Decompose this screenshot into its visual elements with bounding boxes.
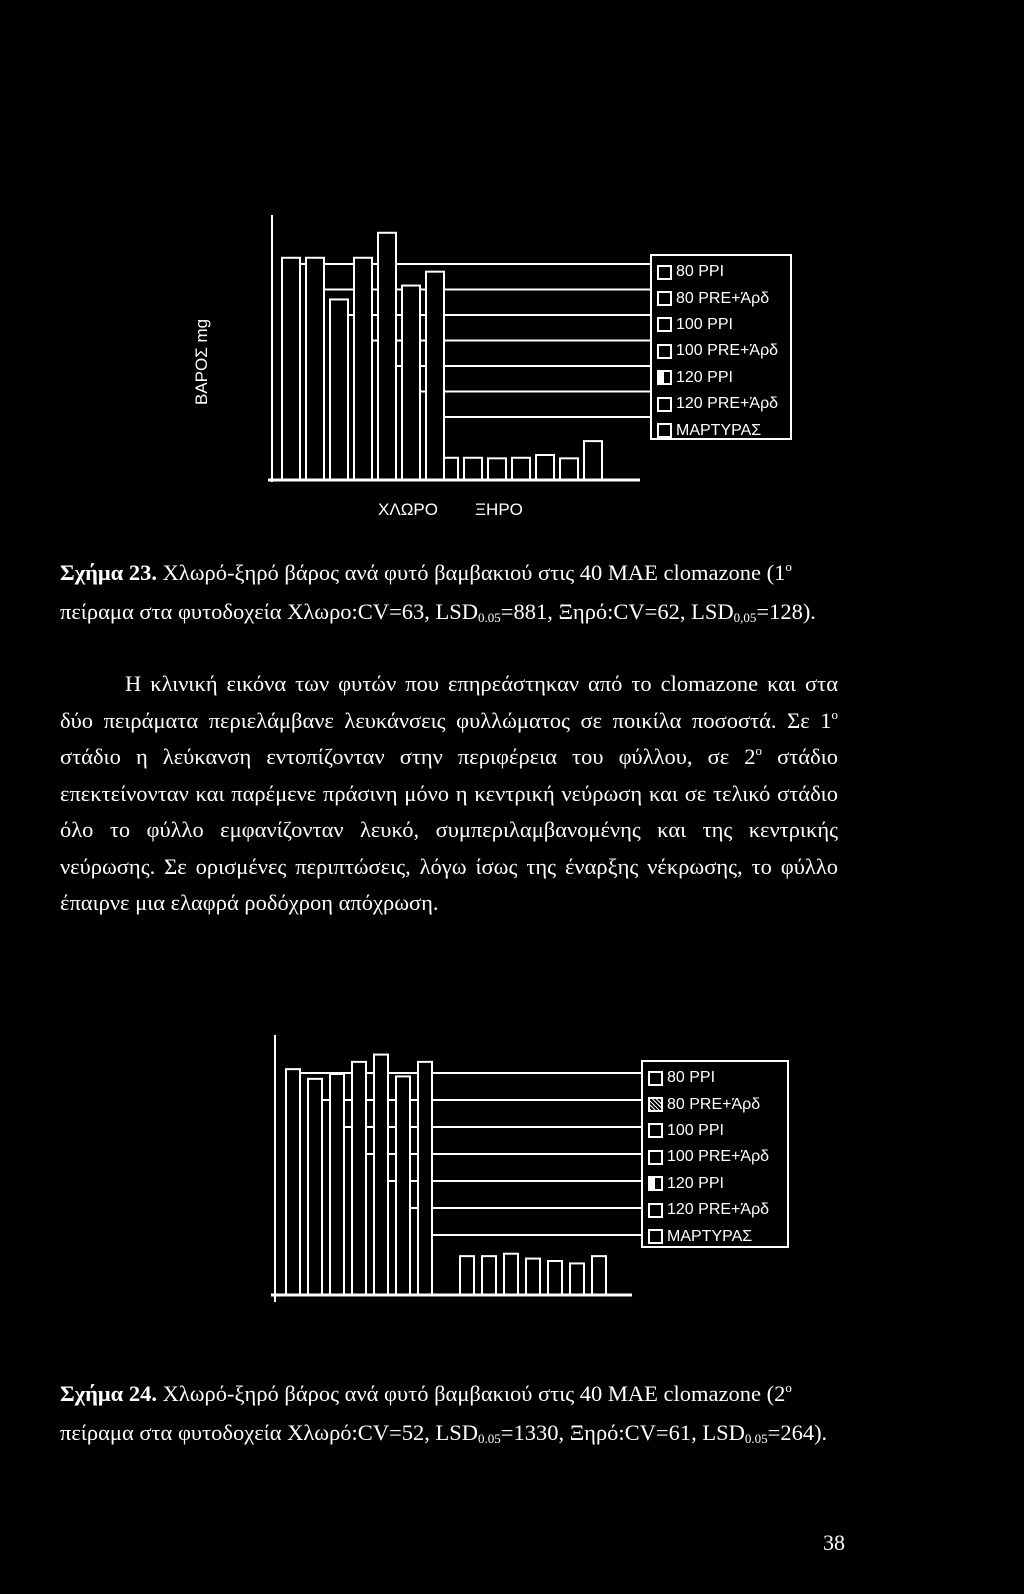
chart-2-legend-swatch-2 — [648, 1097, 663, 1112]
figure-23-label: Σχήμα 23. — [60, 560, 157, 585]
chart-2-bar-1-2 — [308, 1079, 322, 1295]
chart-2-legend-swatch-6 — [648, 1203, 663, 1218]
figure-24-sub-2: 0.05 — [744, 1431, 768, 1446]
chart-2-bar-2-4 — [526, 1259, 540, 1295]
body-paragraph — [60, 666, 838, 922]
chart-2-legend-label-2: 80 PRE+Άρδ — [667, 1095, 761, 1113]
chart-2-bar-1-1 — [286, 1069, 300, 1295]
chart-1-category-1: ΧΛΩΡΟ — [378, 500, 438, 519]
chart-1-legend-label-7: ΜΑΡΤΥΡΑΣ — [676, 421, 762, 439]
figure-24-caption — [60, 1370, 860, 1457]
chart-2-legend-swatch-5 — [648, 1176, 663, 1191]
figure-23-sub-2: 0,05 — [733, 610, 757, 625]
figure-23-sub-1: 0.05 — [478, 610, 501, 625]
chart-2-legend-label-7: ΜΑΡΤΥΡΑΣ — [667, 1227, 753, 1245]
chart-1-legend-label-3: 100 PPI — [676, 315, 733, 333]
chart-1-bar-1-5 — [378, 233, 396, 480]
chart-1-y-label: ΒΑΡΟΣ mg — [192, 318, 211, 405]
chart-2-legend-item-2 — [648, 1091, 781, 1117]
chart-1-bar-1-2 — [306, 258, 324, 480]
chart-2-bar-1-3 — [330, 1074, 344, 1295]
figure-24-sub-1: 0.05 — [478, 1431, 501, 1446]
chart-1-legend-item-7 — [657, 417, 784, 443]
chart-2-legend-item-4 — [648, 1144, 781, 1170]
chart-1-legend — [650, 254, 792, 440]
chart-1-bar-1-1 — [282, 258, 300, 480]
chart-2-legend-label-5: 120 PPI — [667, 1174, 724, 1192]
figure-24-caption-text-2a: πείραμα στα φυτοδοχεία Χλωρό:CV=52, LSD — [60, 1420, 479, 1445]
chart-1-legend-swatch-7 — [657, 423, 672, 438]
figure-24-caption-line-2 — [60, 1415, 860, 1457]
chart-1-bar-2-4 — [512, 458, 530, 480]
figure-24-sup: ο — [785, 1380, 792, 1395]
chart-1-legend-label-1: 80 PPI — [676, 263, 725, 281]
chart-1-svg — [0, 0, 1024, 540]
chart-2-legend-label-1: 80 PPI — [667, 1069, 716, 1087]
chart-2-legend-label-6: 120 PRE+Άρδ — [667, 1201, 770, 1219]
chart-2-bar-2-3 — [504, 1254, 518, 1295]
paragraph-line-6: νεύρωσης. Σε ορισμένες περιπτώσεις, λόγω ίσως της έναρξης νέκρωσης, το φύλλο — [60, 853, 838, 879]
chart-1-bar-2-6 — [560, 458, 578, 480]
chart-1-bar-1-3 — [330, 299, 348, 480]
chart-1-legend-swatch-3 — [657, 317, 672, 332]
chart-2-bar-1-4 — [352, 1062, 366, 1295]
figure-24-caption-text-2b: =1330, Ξηρό:CV=61, LSD — [500, 1420, 745, 1445]
chart-1-legend-label-6: 120 PRE+Άρδ — [676, 395, 779, 413]
figure-23-sup: ο — [785, 559, 792, 574]
chart-1-bar-2-7 — [584, 441, 602, 480]
figure-23-caption — [60, 549, 860, 636]
figure-23-caption-text-2b: =881, Ξηρό:CV=62, LSD — [500, 599, 734, 624]
chart-2-legend-item-5 — [648, 1171, 781, 1197]
figure-23-caption-line-1 — [60, 549, 860, 591]
paragraph-line-4: επεκτείνονταν και παρέμενε πράσινη μόνο η κεντρική νεύρωση και σε τελικό στάδιο — [60, 780, 838, 806]
chart-2-bar-2-5 — [548, 1261, 562, 1295]
paragraph-line-3: στάδιο η λεύκανση εντοπίζονταν στην περιφέρεια του φύλλου, σε $2^o$ στάδιο — [60, 743, 839, 769]
chart-1-legend-label-5: 120 PPI — [676, 368, 733, 386]
chart-2-legend-item-1 — [648, 1065, 781, 1091]
chart-1-bar-2-2 — [464, 458, 482, 480]
chart-2-legend-swatch-4 — [648, 1150, 663, 1165]
paragraph-line-5: όλο το φύλλο εμφανίζονταν λευκό, συμπεριλαμβανομένης και της κεντρικής — [60, 817, 838, 842]
figure-24-caption-text-1: Χλωρό-ξηρό βάρος ανά φυτό βαμβακιού στις 40 ΜΑΕ clomazone (2 — [162, 1381, 786, 1406]
chart-1-legend-swatch-1 — [657, 265, 672, 280]
chart-2-legend-swatch-1 — [648, 1071, 663, 1086]
chart-2-bar-2-1 — [460, 1256, 474, 1295]
chart-1-legend-swatch-5 — [657, 370, 672, 385]
chart-1-legend-label-2: 80 PRE+Άρδ — [676, 289, 770, 307]
paragraph-line-1: Η κλινική εικόνα των φυτών που επηρεάστηκαν από το clomazone και στα — [125, 671, 838, 696]
figure-23-caption-line-2 — [60, 594, 860, 636]
chart-2-bar-1-7 — [418, 1062, 432, 1295]
figure-24-label: Σχήμα 24. — [60, 1381, 157, 1406]
chart-2-legend — [641, 1060, 789, 1248]
chart-2-bar-1-6 — [396, 1076, 410, 1295]
figure-23-caption-text-2c: =128). — [756, 599, 816, 624]
paragraph-line-2: δύο πειράματα περιελάμβανε λευκάνσεις φυλλώματος σε ποικίλα ποσοστά. Σε $1^o$ — [60, 706, 838, 733]
figure-24-caption-text-2c: =264). — [767, 1420, 828, 1445]
chart-2-bar-2-6 — [570, 1263, 584, 1295]
figure-24-caption-line-1 — [60, 1370, 860, 1412]
chart-2-bar-2-7 — [592, 1256, 606, 1295]
figure-23-caption-text-2a: πείραμα στα φυτοδοχεία Χλωρο:CV=63, LSD — [60, 599, 479, 624]
chart-1-legend-swatch-2 — [657, 291, 672, 306]
chart-1-bar-2-5 — [536, 455, 554, 480]
chart-1-legend-item-5 — [657, 365, 784, 391]
chart-1-legend-item-4 — [657, 338, 784, 364]
chart-1-legend-label-4: 100 PRE+Άρδ — [676, 342, 779, 360]
chart-2-legend-label-4: 100 PRE+Άρδ — [667, 1148, 770, 1166]
chart-1-legend-item-3 — [657, 312, 784, 338]
figure-23-caption-text-1: Χλωρό-ξηρό βάρος ανά φυτό βαμβακιού στις 40 ΜΑΕ clomazone (1 — [162, 560, 786, 585]
chart-1-legend-swatch-4 — [657, 344, 672, 359]
chart-1-bar-1-4 — [354, 258, 372, 480]
chart-1-legend-item-6 — [657, 391, 784, 417]
chart-2-legend-item-7 — [648, 1223, 781, 1249]
chart-2-legend-swatch-7 — [648, 1229, 663, 1244]
page-number: 38 — [823, 1530, 845, 1555]
chart-1-bar-1-6 — [402, 286, 420, 480]
chart-2-legend-item-6 — [648, 1197, 781, 1223]
chart-1-legend-item-2 — [657, 285, 784, 311]
chart-1-legend-swatch-6 — [657, 397, 672, 412]
chart-1-bar-2-3 — [488, 458, 506, 480]
paragraph-line-7: έπαιρνε μια ελαφρά ροδόχροη απόχρωση. — [60, 890, 439, 915]
chart-1-bar-1-7 — [426, 272, 444, 480]
chart-2-legend-swatch-3 — [648, 1123, 663, 1138]
chart-1-category-2: ΞΗΡΟ — [475, 500, 523, 519]
chart-2-legend-item-3 — [648, 1118, 781, 1144]
chart-2-bar-1-5 — [374, 1055, 388, 1295]
chart-2-legend-label-3: 100 PPI — [667, 1121, 724, 1139]
chart-2-bar-2-2 — [482, 1256, 496, 1295]
chart-1-legend-item-1 — [657, 259, 784, 285]
